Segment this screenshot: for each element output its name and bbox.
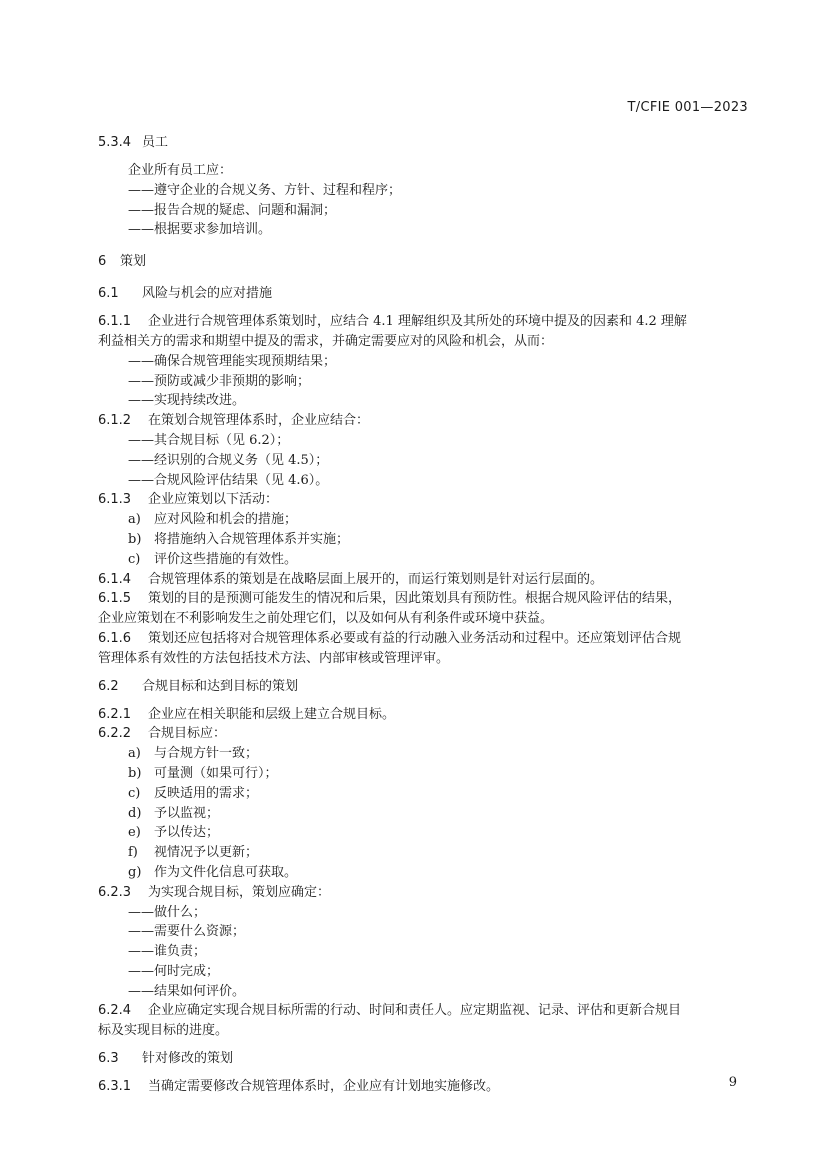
document-body: [98, 133, 748, 1097]
list-item: c) 评价这些措施的有效性。: [128, 551, 298, 567]
paragraph: 企业所有员工应：: [128, 163, 233, 178]
clause-6-1-3: 6.1.3 企业应策划以下活动：: [98, 492, 279, 508]
list-item: ——何时完成；: [128, 963, 220, 979]
clause-6-2-4: 6.2.4 企业应确定实现合规目标所需的行动、时间和责任人。应定期监视、记录、评估和更新合规目: [98, 1003, 682, 1019]
clause-6-2-2: 6.2.2 合规目标应：: [98, 726, 227, 742]
document-code: T/CFIE 001—2023: [627, 100, 748, 115]
list-item: ——实现持续改进。: [128, 393, 246, 409]
list-item: e) 予以传达；: [128, 825, 220, 841]
list-item: ——其合规目标（见 6.2）；: [128, 432, 290, 448]
clause-6-2-1: 6.2.1 企业应在相关职能和层级上建立合规目标。: [98, 706, 396, 722]
list-item: b) 将措施纳入合规管理体系并实施；: [128, 531, 350, 547]
clause-6-1-5: 6.1.5 策划的目的是预测可能发生的情况和后果，因此策划具有预防性。根据合规风险评估的结果，: [98, 591, 682, 607]
list-item: ——合规风险评估结果（见 4.6）。: [128, 472, 329, 488]
list-item: g) 作为文件化信息可获取。: [128, 864, 298, 880]
list-item: ——报告合规的疑虑、问题和漏洞；: [128, 202, 337, 218]
paragraph: 标及实现目标的进度。: [98, 1023, 229, 1039]
clause-6-1-1: 6.1.1 企业进行合规管理体系策划时，应结合 4.1 理解组织及其所处的环境中提及的因素和 4.2 理解: [98, 314, 687, 330]
clause-6-2-3: 6.2.3 为实现合规目标，策划应确定：: [98, 884, 331, 900]
list-item: ——谁负责；: [128, 944, 207, 960]
section-heading-6-3: 6.3 针对修改的策划: [98, 1051, 234, 1067]
list-item: b) 可量测（如果可行）；: [128, 765, 278, 781]
list-item: f) 视情况予以更新；: [128, 845, 259, 861]
section-heading-5-3-4: 5.3.4 员工: [98, 135, 169, 150]
clause-6-1-6: 6.1.6 策划还应包括将对合规管理体系必要或有益的行动融入业务活动和过程中。还应策划评估合规: [98, 630, 682, 646]
list-item: ——确保合规管理能实现预期结果；: [128, 353, 337, 369]
chapter-heading-6: 6 策划: [98, 254, 147, 270]
list-item: ——遵守企业的合规义务、方针、过程和程序；: [128, 182, 402, 198]
list-item: c) 反映适用的需求；: [128, 785, 259, 801]
list-item: ——经识别的合规义务（见 4.5）；: [128, 452, 329, 468]
paragraph: 利益相关方的需求和期望中提及的需求，并确定需要应对的风险和机会，从而：: [98, 333, 554, 349]
clause-6-1-4: 6.1.4 合规管理体系的策划是在战略层面上展开的，而运行策划则是针对运行层面的。: [98, 571, 604, 587]
list-item: ——根据要求参加培训。: [128, 222, 272, 238]
list-item: d) 予以监视；: [128, 805, 220, 821]
list-item: ——预防或减少非预期的影响；: [128, 373, 311, 389]
list-item: ——结果如何评价。: [128, 983, 246, 999]
section-heading-6-1: 6.1 风险与机会的应对措施: [98, 286, 273, 302]
section-heading-6-2: 6.2 合规目标和达到目标的策划: [98, 678, 299, 694]
paragraph: 管理体系有效性的方法包括技术方法、内部审核或管理评审。: [98, 650, 450, 666]
clause-6-1-2: 6.1.2 在策划合规管理体系时，企业应结合：: [98, 413, 370, 429]
list-item: ——做什么；: [128, 904, 207, 920]
paragraph: 企业应策划在不利影响发生之前处理它们，以及如何从有利条件或环境中获益。: [98, 611, 554, 627]
list-item: a) 应对风险和机会的措施；: [128, 512, 298, 528]
list-item: a) 与合规方针一致；: [128, 746, 259, 762]
page-number: 9: [728, 1075, 737, 1090]
list-item: ——需要什么资源；: [128, 924, 246, 940]
clause-6-3-1: 6.3.1 当确定需要修改合规管理体系时，企业应有计划地实施修改。: [98, 1079, 500, 1095]
